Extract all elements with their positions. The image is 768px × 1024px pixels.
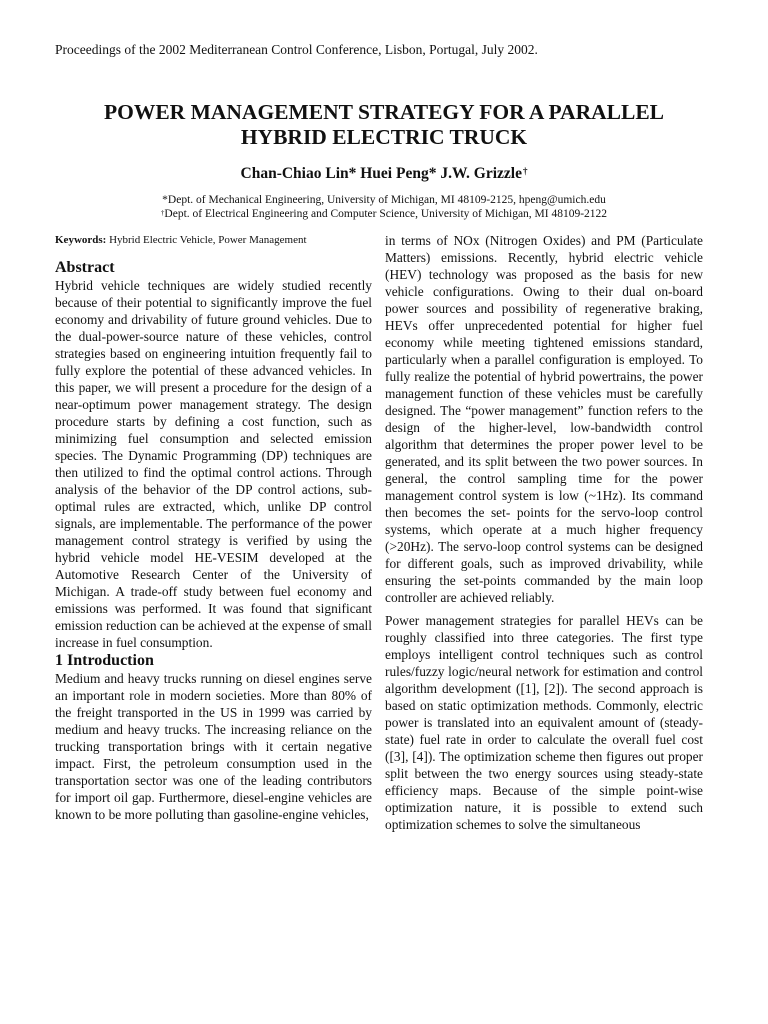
introduction-paragraph-right-2: Power management strategies for parallel HEVs can be roughly classified into three categories. The first type employs intelligent control techniques such as control rules/fuzzy logic/neural network for estimation and control algorithm development ([1], [2]). The second approach is based on static optimization methods. Commonly, electric power is translated into an equivalent amount of (steady-state) fuel rate in order to calculate the overall fuel cost ([3], [4]). The optimization scheme then figures out proper split between the two energy sources using steady-state efficiency maps. Because of the simple point-wise optimization nature, it is possible to extend such optimization schemes to solve the simultaneous bbox=[385, 613, 703, 832]
introduction-paragraph-right-1: in terms of NOx (Nitrogen Oxides) and PM (Particulate Matters) emissions. Recently, hybrid electric vehicle (HEV) technology was proposed as the basis for new vehicle configurations. Owing to their dual on-board power sources and possibility of regenerative braking, HEVs offer unprecedented potential for higher fuel economy while meeting tightened emissions standard, particularly when a parallel configuration is employed. To fully realize the potential of hybrid powertrains, the power management function of these vehicles must be carefully designed. The “power management” function refers to the design of the higher-level, low-bandwidth control algorithm that determines the proper power level to be generated, and its split between the two power sources. In general, the control sampling time for the power management control system is low (~1Hz). Its command then becomes the set- points for the servo-loop control systems, which operate at a much higher frequency (>20Hz). The servo-loop control systems can be designed for different goals, such as improved drivability, while ensuring the set-points commanded by the main loop controller are achieved reliably. bbox=[385, 233, 703, 605]
left-column bbox=[55, 232, 372, 823]
affiliation-2 bbox=[40, 207, 728, 221]
right-column bbox=[385, 232, 703, 833]
introduction-paragraph-left: Medium and heavy trucks running on diesel engines serve an important role in modern societies. More than 80% of the freight transported in the US in 1999 was carried by medium and heavy trucks. The increasing reliance on the trucking transportation brings with it certain negative impact. First, the petroleum consumption used in the transportation sector was one of the leading contributors for import oil gap. Furthermore, diesel-engine vehicles are known to be more polluting than gasoline-engine vehicles, bbox=[55, 671, 372, 822]
author-list bbox=[40, 164, 728, 183]
title-line-2: HYBRID ELECTRIC TRUCK bbox=[240, 125, 528, 149]
affiliation-dagger-mark: † bbox=[160, 209, 165, 217]
proceedings-header: Proceedings of the 2002 Mediterranean Control Conference, Lisbon, Portugal, July 2002. bbox=[55, 42, 538, 57]
paper-title bbox=[40, 100, 728, 150]
author-dagger-mark: † bbox=[522, 166, 528, 176]
keywords-label: Keywords: bbox=[55, 234, 107, 246]
keywords-line bbox=[55, 232, 372, 248]
title-line-1: POWER MANAGEMENT STRATEGY FOR A PARALLEL bbox=[103, 100, 665, 124]
introduction-heading: 1 Introduction bbox=[55, 652, 154, 669]
abstract-heading: Abstract bbox=[55, 259, 115, 276]
keywords-text: Hybrid Electric Vehicle, Power Management bbox=[106, 234, 307, 246]
authors-text: Chan-Chiao Lin* Huei Peng* J.W. Grizzle bbox=[240, 165, 522, 182]
abstract-paragraph: Hybrid vehicle techniques are widely studied recently because of their potential to significantly improve the fuel economy and drivability of future ground vehicles. Due to the dual-power-source nature of these vehicles, control strategies based on engineering intuition frequently fail to fully explore the potential of these advanced vehicles. In this paper, we will present a procedure for the design of a near-optimum power management strategy. The design procedure starts by defining a cost function, such as minimizing fuel consumption and selected emission species. The Dynamic Programming (DP) techniques are then utilized to find the optimal control actions. Through analysis of the behavior of the DP control actions, sub-optimal rules are extracted, which, unlike DP control signals, are implementable. The performance of the power management control strategy is verified by using the hybrid vehicle model HE-VESIM developed at the Automotive Research Center of the University of Michigan. A trade-off study between fuel economy and emissions was performed. It was found that significant emission reduction can be achieved at the expense of small increase in fuel consumption. bbox=[55, 278, 372, 650]
affiliation-2-text: Dept. of Electrical Engineering and Computer Science, University of Michigan, MI 48109-2122 bbox=[164, 208, 608, 220]
affiliation-1: *Dept. of Mechanical Engineering, University of Michigan, MI 48109-2125, hpeng@umich.edu bbox=[162, 194, 606, 206]
